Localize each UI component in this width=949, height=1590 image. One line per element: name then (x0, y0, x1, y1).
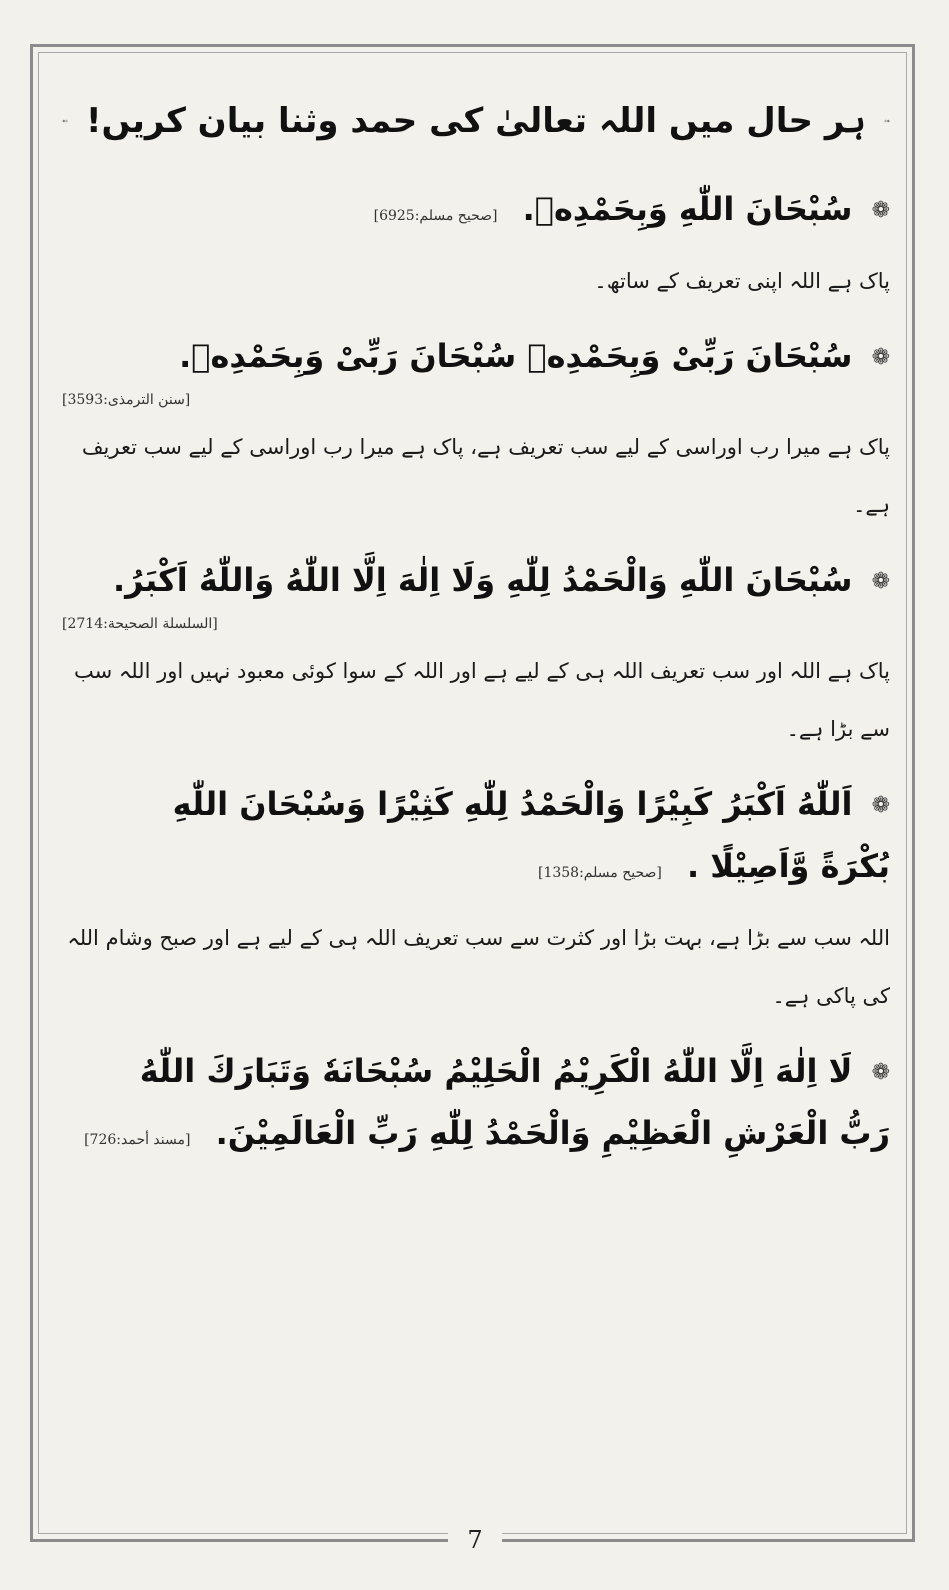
arabic-text: رَبُّ الْعَرْشِ الْعَظِيْمِ وَالْحَمْدُ لِلّٰهِ رَبِّ الْعَالَمِيْنَ. (215, 1114, 890, 1152)
flower-bullet-icon: ❁ (871, 198, 890, 223)
reference: [السلسلة الصحيحة:2714] (62, 616, 218, 632)
reference: [مسند أحمد:726] (84, 1132, 191, 1148)
arabic-text: بُكْرَةً وَّاَصِيْلًا . (687, 847, 890, 885)
arabic-text: سُبْحَانَ اللّٰهِ وَالْحَمْدُ لِلّٰهِ وَلَا اِلٰهَ اِلَّا اللّٰهُ وَاللّٰهُ اَكْبَرُ. (113, 561, 853, 599)
dhikr-item-1 (62, 179, 890, 310)
heading-row (62, 100, 890, 141)
urdu-translation: پاک ہے اللہ اور سب تعریف اللہ ہی کے لیے ہے اور اللہ کے سوا کوئی معبود نہیں اور اللہ سب سے بڑا ہے۔ (74, 659, 890, 741)
arabic-text-line (62, 326, 890, 388)
arabic-text-line (62, 179, 890, 246)
arabic-text-line (62, 1103, 890, 1170)
arabic-text: اَللّٰهُ اَكْبَرُ كَبِيْرًا وَالْحَمْدُ لِلّٰهِ كَثِيْرًا وَسُبْحَانَ اللّٰهِ (172, 785, 853, 823)
arabic-text-line (62, 1041, 890, 1103)
arabic-text: سُبْحَانَ اللّٰهِ وَبِحَمْدِهٖ. (522, 190, 853, 228)
arabic-text-line (62, 836, 890, 903)
dhikr-item-4 (62, 774, 890, 1025)
dhikr-item-3 (62, 550, 890, 758)
urdu-translation: پاک ہے اللہ اپنی تعریف کے ساتھ۔ (594, 269, 890, 293)
arabic-text: سُبْحَانَ رَبِّیْ وَبِحَمْدِهٖ سُبْحَانَ رَبِّیْ وَبِحَمْدِهٖ. (179, 337, 853, 375)
flower-bullet-icon: ❁ (871, 793, 890, 818)
dhikr-item-5 (62, 1041, 890, 1170)
page-title: ہر حال میں اللہ تعالیٰ کی حمد وثنا بیان کریں! (86, 101, 866, 141)
flower-bullet-icon: ❁ (871, 345, 890, 370)
arabic-text: لَا اِلٰهَ اِلَّا اللّٰهُ الْكَرِيْمُ الْحَلِيْمُ سُبْحَانَهٗ وَتَبَارَكَ اللّٰهُ (139, 1052, 853, 1090)
urdu-translation: اللہ سب سے بڑا ہے، بہت بڑا اور کثرت سے سب تعریف اللہ ہی کے لیے ہے اور صبح وشام اللہ کی پاکی ہے۔ (67, 926, 890, 1008)
left-ornament-icon (62, 101, 68, 141)
reference: [صحيح مسلم:1358] (537, 865, 662, 881)
reference: [سنن الترمذی:3593] (62, 392, 191, 408)
flower-bullet-icon: ❁ (871, 1060, 890, 1085)
reference: [صحيح مسلم:6925] (373, 208, 498, 224)
urdu-translation: پاک ہے میرا رب اوراسی کے لیے سب تعریف ہے، پاک ہے میرا رب اوراسی کے لیے سب تعریف ہے۔ (81, 435, 890, 517)
arabic-text-line (62, 774, 890, 836)
page-number: 7 (448, 1520, 502, 1560)
arabic-text-line (62, 550, 890, 612)
right-ornament-icon (884, 101, 890, 141)
page-content (62, 100, 890, 1180)
flower-bullet-icon: ❁ (871, 569, 890, 594)
dhikr-item-2 (62, 326, 890, 534)
